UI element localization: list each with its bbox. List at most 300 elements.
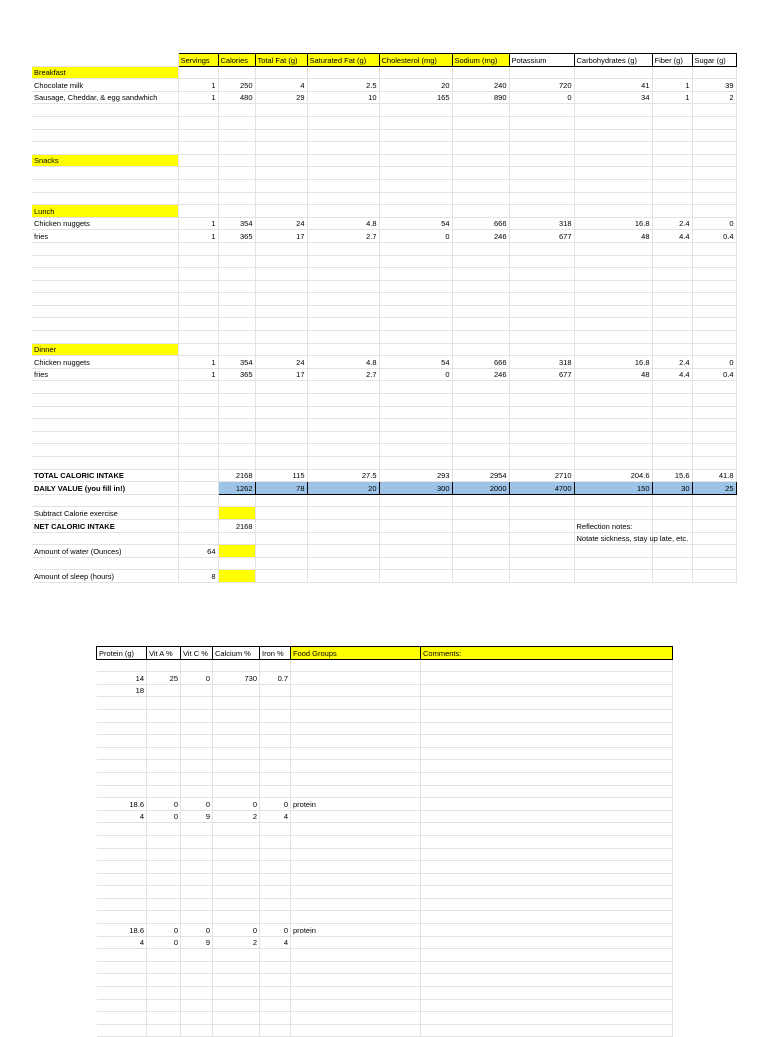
sheet-cell[interactable]: 64	[178, 545, 218, 558]
sheet-cell[interactable]	[291, 785, 421, 798]
sheet-cell[interactable]: 0	[213, 924, 260, 937]
sheet-cell[interactable]	[574, 305, 652, 318]
sheet-cell[interactable]	[452, 268, 509, 281]
sheet-cell[interactable]	[255, 532, 307, 545]
sheet-cell[interactable]: TOTAL CALORIC INTAKE	[32, 469, 178, 482]
sheet-cell[interactable]	[97, 722, 147, 735]
sheet-cell[interactable]	[291, 886, 421, 899]
sheet-cell[interactable]: 2.5	[307, 79, 379, 92]
sheet-cell[interactable]	[307, 444, 379, 457]
sheet-cell[interactable]	[291, 697, 421, 710]
sheet-cell[interactable]	[652, 116, 692, 129]
sheet-cell[interactable]: 1	[178, 217, 218, 230]
sheet-cell[interactable]	[692, 394, 736, 407]
sheet-cell[interactable]	[509, 419, 574, 432]
sheet-cell[interactable]	[379, 142, 452, 155]
sheet-cell[interactable]: 2954	[452, 469, 509, 482]
sheet-cell[interactable]	[307, 293, 379, 306]
sheet-cell[interactable]: DAILY VALUE (you fill in!)	[32, 482, 178, 495]
sheet-cell[interactable]	[218, 507, 255, 520]
sheet-cell[interactable]: 165	[379, 91, 452, 104]
sheet-cell[interactable]: 41	[574, 79, 652, 92]
sheet-cell[interactable]	[307, 331, 379, 344]
sheet-cell[interactable]	[291, 974, 421, 987]
sheet-cell[interactable]: Chicken nuggets	[32, 356, 178, 369]
sheet-cell[interactable]	[509, 494, 574, 507]
sheet-cell[interactable]	[291, 709, 421, 722]
sheet-cell[interactable]	[255, 104, 307, 117]
sheet-cell[interactable]	[178, 469, 218, 482]
sheet-cell[interactable]	[421, 697, 673, 710]
sheet-cell[interactable]	[421, 886, 673, 899]
sheet-cell[interactable]	[307, 419, 379, 432]
sheet-cell[interactable]	[509, 406, 574, 419]
sheet-cell[interactable]: 890	[452, 91, 509, 104]
sheet-cell[interactable]: 300	[379, 482, 452, 495]
sheet-cell[interactable]: 250	[218, 79, 255, 92]
sheet-cell[interactable]	[218, 293, 255, 306]
sheet-cell[interactable]	[218, 179, 255, 192]
sheet-cell[interactable]	[574, 394, 652, 407]
sheet-cell[interactable]	[509, 532, 574, 545]
sheet-cell[interactable]	[255, 406, 307, 419]
sheet-cell[interactable]	[692, 116, 736, 129]
sheet-cell[interactable]	[421, 747, 673, 760]
sheet-cell[interactable]	[147, 1024, 181, 1037]
sheet-cell[interactable]: 1	[652, 91, 692, 104]
sheet-cell[interactable]	[218, 331, 255, 344]
sheet-cell[interactable]: 16.8	[574, 217, 652, 230]
sheet-cell[interactable]	[260, 999, 291, 1012]
sheet-cell[interactable]	[652, 280, 692, 293]
sheet-cell[interactable]: 8	[178, 570, 218, 583]
sheet-cell[interactable]	[379, 507, 452, 520]
sheet-cell[interactable]	[213, 747, 260, 760]
sheet-cell[interactable]	[509, 268, 574, 281]
sheet-cell[interactable]: 318	[509, 356, 574, 369]
sheet-cell[interactable]	[692, 154, 736, 167]
sheet-cell[interactable]: 48	[574, 368, 652, 381]
sheet-cell[interactable]	[421, 1024, 673, 1037]
sheet-cell[interactable]	[291, 672, 421, 685]
sheet-cell[interactable]	[32, 419, 178, 432]
sheet-cell[interactable]: 25	[692, 482, 736, 495]
sheet-cell[interactable]	[307, 280, 379, 293]
sheet-cell[interactable]	[218, 305, 255, 318]
sheet-cell[interactable]	[97, 999, 147, 1012]
sheet-cell[interactable]: 34	[574, 91, 652, 104]
sheet-cell[interactable]	[692, 557, 736, 570]
sheet-cell[interactable]	[181, 747, 213, 760]
sheet-cell[interactable]: fries	[32, 230, 178, 243]
sheet-cell[interactable]	[692, 457, 736, 470]
sheet-cell[interactable]	[32, 280, 178, 293]
sheet-cell[interactable]	[307, 318, 379, 331]
sheet-cell[interactable]	[260, 709, 291, 722]
sheet-cell[interactable]	[97, 974, 147, 987]
sheet-cell[interactable]: 18	[97, 684, 147, 697]
sheet-cell[interactable]	[291, 835, 421, 848]
sheet-cell[interactable]	[574, 494, 652, 507]
sheet-cell[interactable]: Chocolate milk	[32, 79, 178, 92]
sheet-cell[interactable]	[692, 242, 736, 255]
sheet-cell[interactable]: 0	[147, 936, 181, 949]
sheet-cell[interactable]	[178, 129, 218, 142]
sheet-cell[interactable]	[421, 772, 673, 785]
sheet-cell[interactable]: 1	[178, 91, 218, 104]
sheet-cell[interactable]	[291, 735, 421, 748]
sheet-cell[interactable]	[218, 154, 255, 167]
sheet-cell[interactable]	[574, 242, 652, 255]
sheet-cell[interactable]	[509, 394, 574, 407]
sheet-cell[interactable]	[452, 104, 509, 117]
sheet-cell[interactable]	[509, 293, 574, 306]
sheet-cell[interactable]	[218, 192, 255, 205]
sheet-cell[interactable]	[255, 167, 307, 180]
sheet-cell[interactable]: 0	[147, 810, 181, 823]
sheet-cell[interactable]	[692, 419, 736, 432]
sheet-cell[interactable]	[509, 381, 574, 394]
sheet-cell[interactable]	[213, 987, 260, 1000]
sheet-cell[interactable]	[692, 129, 736, 142]
sheet-cell[interactable]: 4	[97, 810, 147, 823]
sheet-cell[interactable]: 2.7	[307, 230, 379, 243]
sheet-cell[interactable]	[255, 545, 307, 558]
sheet-cell[interactable]	[32, 129, 178, 142]
sheet-cell[interactable]	[147, 898, 181, 911]
sheet-cell[interactable]	[452, 280, 509, 293]
sheet-cell[interactable]	[97, 1012, 147, 1025]
sheet-cell[interactable]	[692, 545, 736, 558]
sheet-cell[interactable]: 4.4	[652, 230, 692, 243]
sheet-cell[interactable]	[509, 318, 574, 331]
sheet-cell[interactable]	[32, 557, 178, 570]
sheet-cell[interactable]	[509, 167, 574, 180]
sheet-cell[interactable]	[509, 116, 574, 129]
sheet-cell[interactable]	[421, 835, 673, 848]
sheet-cell[interactable]	[692, 507, 736, 520]
sheet-cell[interactable]	[421, 999, 673, 1012]
sheet-cell[interactable]	[97, 961, 147, 974]
sheet-cell[interactable]	[213, 898, 260, 911]
sheet-cell[interactable]: 2	[213, 810, 260, 823]
sheet-cell[interactable]	[213, 835, 260, 848]
sheet-cell[interactable]	[178, 557, 218, 570]
sheet-cell[interactable]	[379, 557, 452, 570]
sheet-cell[interactable]	[652, 142, 692, 155]
sheet-cell[interactable]	[213, 684, 260, 697]
sheet-cell[interactable]	[574, 192, 652, 205]
sheet-cell[interactable]	[255, 255, 307, 268]
sheet-cell[interactable]	[652, 519, 692, 532]
sheet-cell[interactable]	[291, 760, 421, 773]
sheet-cell[interactable]: 4.8	[307, 217, 379, 230]
sheet-cell[interactable]	[291, 772, 421, 785]
sheet-cell[interactable]	[452, 431, 509, 444]
sheet-cell[interactable]	[213, 735, 260, 748]
sheet-cell[interactable]: 9	[181, 936, 213, 949]
sheet-cell[interactable]	[692, 343, 736, 356]
sheet-cell[interactable]: 354	[218, 217, 255, 230]
sheet-cell[interactable]	[178, 179, 218, 192]
sheet-cell[interactable]	[652, 293, 692, 306]
sheet-cell[interactable]	[32, 318, 178, 331]
column-header[interactable]: Sodium (mg)	[452, 54, 509, 67]
sheet-cell[interactable]	[291, 898, 421, 911]
sheet-cell[interactable]: 4700	[509, 482, 574, 495]
sheet-cell[interactable]	[652, 343, 692, 356]
sheet-cell[interactable]	[421, 961, 673, 974]
sheet-cell[interactable]	[574, 66, 652, 79]
sheet-cell[interactable]	[218, 66, 255, 79]
sheet-cell[interactable]: 246	[452, 230, 509, 243]
sheet-cell[interactable]: 2	[213, 936, 260, 949]
sheet-cell[interactable]: 2710	[509, 469, 574, 482]
sheet-cell[interactable]	[260, 747, 291, 760]
column-header[interactable]: Carbohydrates (g)	[574, 54, 652, 67]
sheet-cell[interactable]	[147, 961, 181, 974]
sheet-cell[interactable]	[147, 999, 181, 1012]
sheet-cell[interactable]	[255, 457, 307, 470]
sheet-cell[interactable]	[213, 949, 260, 962]
sheet-cell[interactable]: 9	[181, 810, 213, 823]
sheet-cell[interactable]	[178, 406, 218, 419]
sheet-cell[interactable]	[178, 507, 218, 520]
sheet-cell[interactable]	[181, 1024, 213, 1037]
sheet-cell[interactable]	[178, 482, 218, 495]
sheet-cell[interactable]	[213, 709, 260, 722]
sheet-cell[interactable]	[291, 861, 421, 874]
sheet-cell[interactable]	[218, 242, 255, 255]
sheet-cell[interactable]: 1	[178, 368, 218, 381]
sheet-cell[interactable]: 18.6	[97, 924, 147, 937]
sheet-cell[interactable]	[652, 205, 692, 218]
sheet-cell[interactable]	[379, 318, 452, 331]
sheet-cell[interactable]	[652, 129, 692, 142]
sheet-cell[interactable]	[218, 268, 255, 281]
sheet-cell[interactable]	[178, 142, 218, 155]
sheet-cell[interactable]	[178, 457, 218, 470]
sheet-cell[interactable]	[291, 949, 421, 962]
sheet-cell[interactable]	[178, 167, 218, 180]
sheet-cell[interactable]	[255, 179, 307, 192]
sheet-cell[interactable]	[260, 961, 291, 974]
sheet-cell[interactable]	[181, 961, 213, 974]
sheet-cell[interactable]	[692, 255, 736, 268]
sheet-cell[interactable]	[181, 898, 213, 911]
sheet-cell[interactable]	[574, 457, 652, 470]
sheet-cell[interactable]: 4	[260, 936, 291, 949]
sheet-cell[interactable]	[379, 242, 452, 255]
sheet-cell[interactable]	[32, 532, 178, 545]
sheet-cell[interactable]	[97, 861, 147, 874]
sheet-cell[interactable]	[291, 936, 421, 949]
sheet-cell[interactable]	[218, 129, 255, 142]
sheet-cell[interactable]	[509, 280, 574, 293]
sheet-cell[interactable]	[260, 898, 291, 911]
sheet-cell[interactable]: protein	[291, 798, 421, 811]
sheet-cell[interactable]	[32, 406, 178, 419]
sheet-cell[interactable]: 17	[255, 368, 307, 381]
sheet-cell[interactable]	[147, 848, 181, 861]
sheet-cell[interactable]	[574, 167, 652, 180]
sheet-cell[interactable]	[421, 722, 673, 735]
sheet-cell[interactable]	[307, 381, 379, 394]
sheet-cell[interactable]	[379, 192, 452, 205]
sheet-cell[interactable]	[213, 974, 260, 987]
sheet-cell[interactable]	[574, 104, 652, 117]
sheet-cell[interactable]	[181, 1012, 213, 1025]
sheet-cell[interactable]	[379, 343, 452, 356]
sheet-cell[interactable]	[452, 167, 509, 180]
sheet-cell[interactable]	[213, 1012, 260, 1025]
sheet-cell[interactable]: 18.6	[97, 798, 147, 811]
sheet-cell[interactable]: 677	[509, 230, 574, 243]
sheet-cell[interactable]	[421, 873, 673, 886]
sheet-cell[interactable]	[379, 179, 452, 192]
sheet-cell[interactable]	[652, 104, 692, 117]
sheet-cell[interactable]: 15.6	[652, 469, 692, 482]
sheet-cell[interactable]: 10	[307, 91, 379, 104]
sheet-cell[interactable]	[452, 343, 509, 356]
sheet-cell[interactable]	[307, 142, 379, 155]
sheet-cell[interactable]: 666	[452, 217, 509, 230]
sheet-cell[interactable]	[255, 293, 307, 306]
sheet-cell[interactable]	[97, 747, 147, 760]
sheet-cell[interactable]	[652, 331, 692, 344]
sheet-cell[interactable]	[307, 167, 379, 180]
sheet-cell[interactable]	[379, 268, 452, 281]
sheet-cell[interactable]	[379, 331, 452, 344]
sheet-cell[interactable]	[97, 697, 147, 710]
sheet-cell[interactable]	[213, 911, 260, 924]
sheet-cell[interactable]	[218, 570, 255, 583]
sheet-cell[interactable]	[379, 545, 452, 558]
sheet-cell[interactable]: 48	[574, 230, 652, 243]
sheet-cell[interactable]	[181, 722, 213, 735]
sheet-cell[interactable]	[178, 318, 218, 331]
sheet-cell[interactable]	[574, 331, 652, 344]
sheet-cell[interactable]	[652, 167, 692, 180]
sheet-cell[interactable]	[32, 331, 178, 344]
sheet-cell[interactable]	[509, 331, 574, 344]
sheet-cell[interactable]: 1	[178, 356, 218, 369]
sheet-cell[interactable]	[147, 684, 181, 697]
sheet-cell[interactable]	[213, 999, 260, 1012]
sheet-cell[interactable]	[509, 242, 574, 255]
sheet-cell[interactable]	[307, 255, 379, 268]
sheet-cell[interactable]	[574, 444, 652, 457]
sheet-cell[interactable]	[379, 431, 452, 444]
sheet-cell[interactable]	[255, 343, 307, 356]
sheet-cell[interactable]	[692, 494, 736, 507]
sheet-cell[interactable]	[574, 129, 652, 142]
column-header[interactable]: Sugar (g)	[692, 54, 736, 67]
column-header[interactable]: Potassium	[509, 54, 574, 67]
sheet-cell[interactable]	[692, 305, 736, 318]
sheet-cell[interactable]	[178, 116, 218, 129]
sheet-cell[interactable]	[178, 431, 218, 444]
sheet-cell[interactable]	[652, 154, 692, 167]
column-header[interactable]: Iron %	[260, 647, 291, 660]
sheet-cell[interactable]	[652, 179, 692, 192]
sheet-cell[interactable]: 1262	[218, 482, 255, 495]
sheet-cell[interactable]	[421, 987, 673, 1000]
sheet-cell[interactable]	[452, 318, 509, 331]
sheet-cell[interactable]	[218, 532, 255, 545]
sheet-cell[interactable]	[255, 66, 307, 79]
sheet-cell[interactable]	[147, 697, 181, 710]
sheet-cell[interactable]	[291, 747, 421, 760]
sheet-cell[interactable]	[97, 785, 147, 798]
sheet-cell[interactable]	[181, 659, 213, 672]
sheet-cell[interactable]	[97, 772, 147, 785]
sheet-cell[interactable]	[652, 419, 692, 432]
sheet-cell[interactable]: 0	[692, 356, 736, 369]
sheet-cell[interactable]: 2	[692, 91, 736, 104]
sheet-cell[interactable]	[32, 444, 178, 457]
sheet-cell[interactable]	[147, 772, 181, 785]
sheet-cell[interactable]	[452, 545, 509, 558]
sheet-cell[interactable]	[574, 570, 652, 583]
sheet-cell[interactable]	[213, 961, 260, 974]
sheet-cell[interactable]: protein	[291, 924, 421, 937]
sheet-cell[interactable]	[379, 129, 452, 142]
sheet-cell[interactable]	[32, 116, 178, 129]
sheet-cell[interactable]	[147, 949, 181, 962]
sheet-cell[interactable]	[147, 659, 181, 672]
column-header[interactable]: Protein (g)	[97, 647, 147, 660]
sheet-cell[interactable]	[218, 255, 255, 268]
sheet-cell[interactable]: 365	[218, 368, 255, 381]
sheet-cell[interactable]	[147, 861, 181, 874]
sheet-cell[interactable]	[692, 205, 736, 218]
sheet-cell[interactable]	[260, 697, 291, 710]
sheet-cell[interactable]	[652, 507, 692, 520]
sheet-cell[interactable]	[255, 154, 307, 167]
sheet-cell[interactable]	[97, 848, 147, 861]
sheet-cell[interactable]	[421, 936, 673, 949]
sheet-cell[interactable]: 0	[181, 924, 213, 937]
sheet-cell[interactable]	[307, 406, 379, 419]
sheet-cell[interactable]	[307, 519, 379, 532]
sheet-cell[interactable]	[147, 785, 181, 798]
sheet-cell[interactable]	[255, 305, 307, 318]
sheet-cell[interactable]	[218, 419, 255, 432]
sheet-cell[interactable]	[421, 659, 673, 672]
sheet-cell[interactable]	[379, 494, 452, 507]
sheet-cell[interactable]: 2.4	[652, 356, 692, 369]
sheet-cell[interactable]	[178, 268, 218, 281]
sheet-cell[interactable]	[652, 318, 692, 331]
sheet-cell[interactable]: 1	[178, 79, 218, 92]
sheet-cell[interactable]	[178, 305, 218, 318]
sheet-cell[interactable]	[421, 760, 673, 773]
sheet-cell[interactable]: 39	[692, 79, 736, 92]
sheet-cell[interactable]	[218, 381, 255, 394]
sheet-cell[interactable]	[509, 142, 574, 155]
sheet-cell[interactable]	[509, 66, 574, 79]
sheet-cell[interactable]	[97, 886, 147, 899]
sheet-cell[interactable]	[147, 722, 181, 735]
sheet-cell[interactable]	[181, 873, 213, 886]
sheet-cell[interactable]	[181, 760, 213, 773]
sheet-cell[interactable]	[452, 570, 509, 583]
sheet-cell[interactable]	[509, 507, 574, 520]
sheet-cell[interactable]	[509, 179, 574, 192]
sheet-cell[interactable]	[147, 709, 181, 722]
sheet-cell[interactable]: 0	[379, 230, 452, 243]
